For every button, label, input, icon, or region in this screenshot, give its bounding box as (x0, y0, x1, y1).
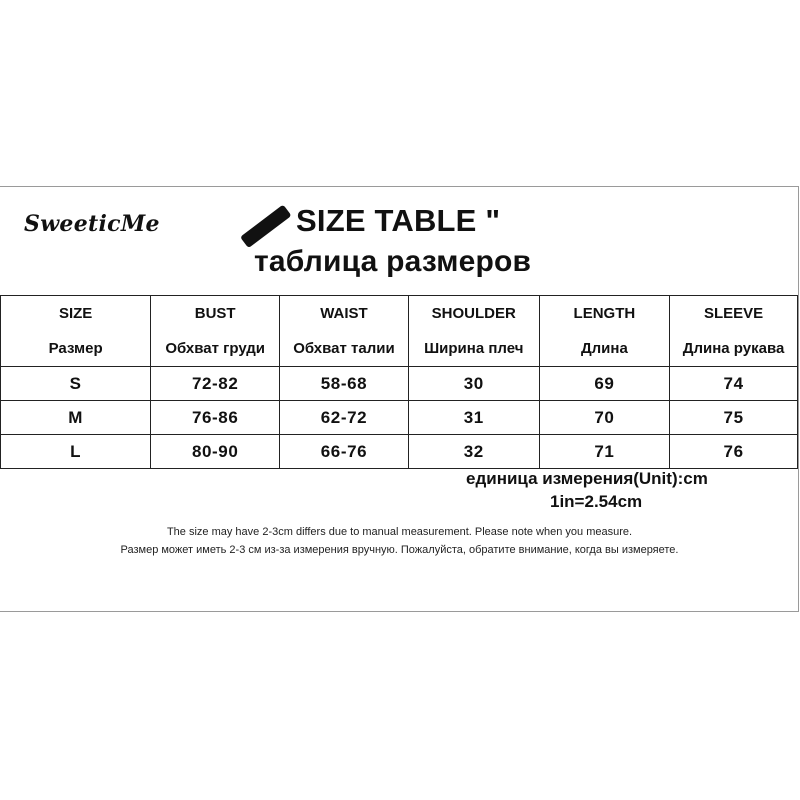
table-cell-sleeve: 74 (670, 367, 798, 401)
measurement-note-en: The size may have 2-3cm differs due to manual measurement. Please note when you measure. (166, 526, 633, 538)
table-row (1, 401, 798, 435)
table-cell-length: 70 (539, 401, 670, 435)
header-cell (408, 296, 539, 367)
table-cell-size: S (1, 367, 151, 401)
table-cell-bust: 76-86 (151, 401, 280, 435)
header-cell (151, 296, 280, 367)
header-cell (670, 296, 798, 367)
header-label-en: WAIST (320, 305, 368, 322)
table-cell-waist: 62-72 (280, 401, 409, 435)
header-label-ru: Длина (580, 340, 628, 357)
title-english: SIZE TABLE " (296, 203, 501, 238)
table-cell-length: 71 (539, 435, 670, 469)
table-row (1, 435, 798, 469)
table-cell-length: 69 (539, 367, 670, 401)
table-cell-shoulder: 31 (408, 401, 539, 435)
table-header-row (1, 296, 798, 367)
header-label-ru: Обхват груди (165, 340, 266, 357)
measurement-note-ru: Размер может иметь 2-3 см из-за измерения вручную. Пожалуйста, обратите внимание, когда вы измеряете. (120, 544, 679, 556)
header-label-en: SIZE (58, 305, 93, 322)
table-cell-size: M (1, 401, 151, 435)
table-cell-waist: 58-68 (280, 367, 409, 401)
table-cell-waist: 66-76 (280, 435, 409, 469)
table-cell-bust: 80-90 (151, 435, 280, 469)
header-cell (539, 296, 670, 367)
table-cell-shoulder: 32 (408, 435, 539, 469)
header-label-en: LENGTH (573, 305, 636, 322)
table-cell-size: L (1, 435, 151, 469)
title-russian: таблица размеров (254, 245, 532, 278)
brush-stroke-icon (240, 205, 292, 249)
table-cell-sleeve: 76 (670, 435, 798, 469)
table-cell-sleeve: 75 (670, 401, 798, 435)
header-label-en: SLEEVE (703, 305, 764, 322)
header-label-ru: Размер (48, 340, 103, 357)
header-label-ru: Длина рукава (682, 340, 785, 357)
header-label-ru: Ширина плеч (424, 340, 524, 357)
table-row (1, 367, 798, 401)
unit-conversion: 1in=2.54cm (550, 492, 643, 507)
header-label-ru: Обхват талии (293, 340, 395, 357)
header-cell (280, 296, 409, 367)
header-label-en: SHOULDER (431, 305, 516, 322)
header-label-en: BUST (194, 305, 236, 322)
table-cell-bust: 72-82 (151, 367, 280, 401)
table-cell-shoulder: 30 (408, 367, 539, 401)
size-table (0, 295, 798, 469)
brand-logo: SweeticMe (24, 211, 160, 237)
size-chart-card (0, 186, 799, 612)
header-cell (1, 296, 151, 367)
unit-note: единица измерения(Unit):cm (466, 469, 708, 488)
